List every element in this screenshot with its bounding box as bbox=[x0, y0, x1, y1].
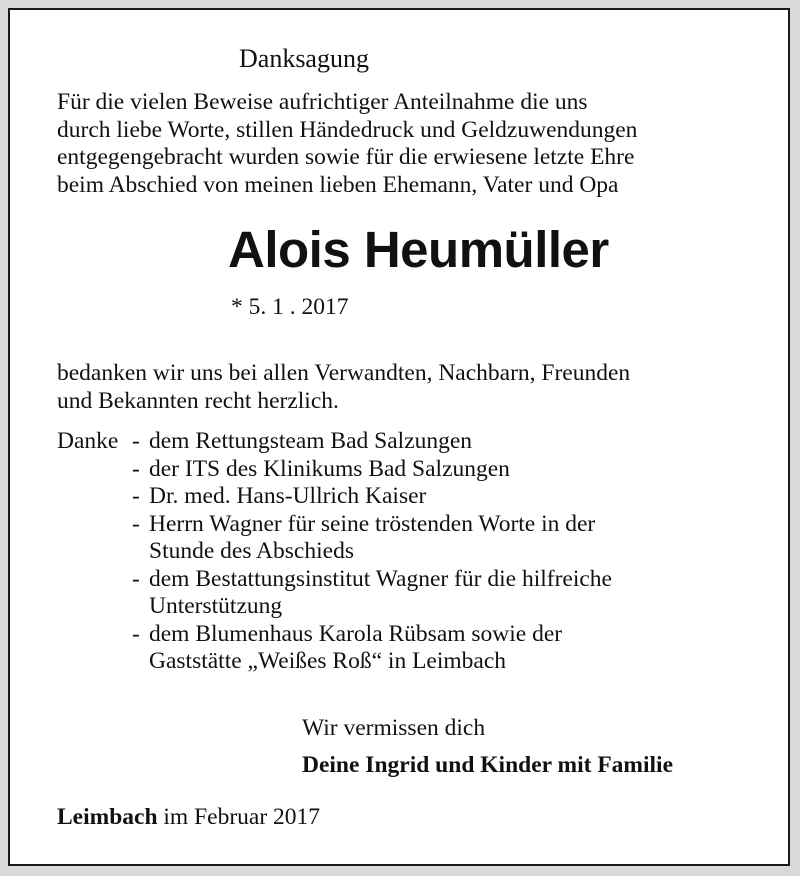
obituary-card bbox=[8, 8, 790, 866]
thanks-text bbox=[57, 360, 630, 415]
list-dash: - bbox=[132, 428, 140, 454]
list-dash: - bbox=[132, 510, 140, 537]
footer-place-date bbox=[57, 803, 320, 831]
thanks-line: bedanken wir uns bei allen Verwandten, Nachbarn, Freunden bbox=[57, 360, 631, 386]
danke-item-text: dem Rettungsteam Bad Salzungen bbox=[149, 428, 473, 454]
list-dash: - bbox=[132, 483, 140, 509]
danke-item bbox=[57, 483, 506, 511]
deceased-name: Alois Heumüller bbox=[228, 221, 609, 278]
list-dash: - bbox=[132, 565, 140, 592]
danke-item-text: dem Blumenhaus Karola Rübsam sowie der bbox=[149, 620, 563, 647]
intro-line: durch liebe Worte, stillen Händedruck und Geldzuwendungen bbox=[57, 116, 638, 143]
danke-item-text: der ITS des Klinikums Bad Salzungen bbox=[149, 455, 510, 482]
danke-item bbox=[57, 428, 506, 456]
danke-item-continuation: Unterstützung bbox=[149, 593, 283, 619]
miss-text: Wir vermissen dich bbox=[302, 715, 486, 741]
danke-item-text: Dr. med. Hans-Ullrich Kaiser bbox=[149, 483, 427, 509]
birth-date: * 5. 1 . 2017 bbox=[231, 294, 349, 320]
intro-line: entgegengebracht wurden sowie für die erwiesene letzte Ehre bbox=[57, 144, 635, 170]
danke-item bbox=[57, 455, 510, 484]
intro-line: beim Abschied von meinen lieben Ehemann, Vater und Opa bbox=[57, 171, 619, 198]
danke-label: Danke bbox=[57, 428, 119, 454]
danke-list bbox=[57, 428, 612, 676]
danke-item bbox=[57, 620, 563, 649]
thanks-line: und Bekannten recht herzlich. bbox=[57, 387, 339, 414]
danke-item-text: Herrn Wagner für seine tröstenden Worte in der bbox=[149, 510, 596, 537]
footer-date: im Februar 2017 bbox=[163, 804, 321, 830]
danke-item bbox=[57, 565, 612, 594]
intro-text bbox=[57, 89, 747, 199]
danke-item bbox=[57, 510, 596, 539]
danke-item-text: dem Bestattungsinstitut Wagner für die hilfreiche bbox=[149, 565, 612, 592]
heading: Danksagung bbox=[239, 44, 369, 73]
danke-item-continuation: Stunde des Abschieds bbox=[149, 538, 354, 564]
family-signature: Deine Ingrid und Kinder mit Familie bbox=[302, 752, 674, 778]
danke-item-continuation: Gaststätte „Weißes Roß“ in Leimbach bbox=[149, 648, 507, 674]
list-dash: - bbox=[132, 620, 140, 647]
footer-place: Leimbach bbox=[57, 804, 158, 830]
intro-line: Für die vielen Beweise aufrichtiger Anteilnahme die uns bbox=[57, 89, 588, 115]
list-dash: - bbox=[132, 455, 140, 482]
